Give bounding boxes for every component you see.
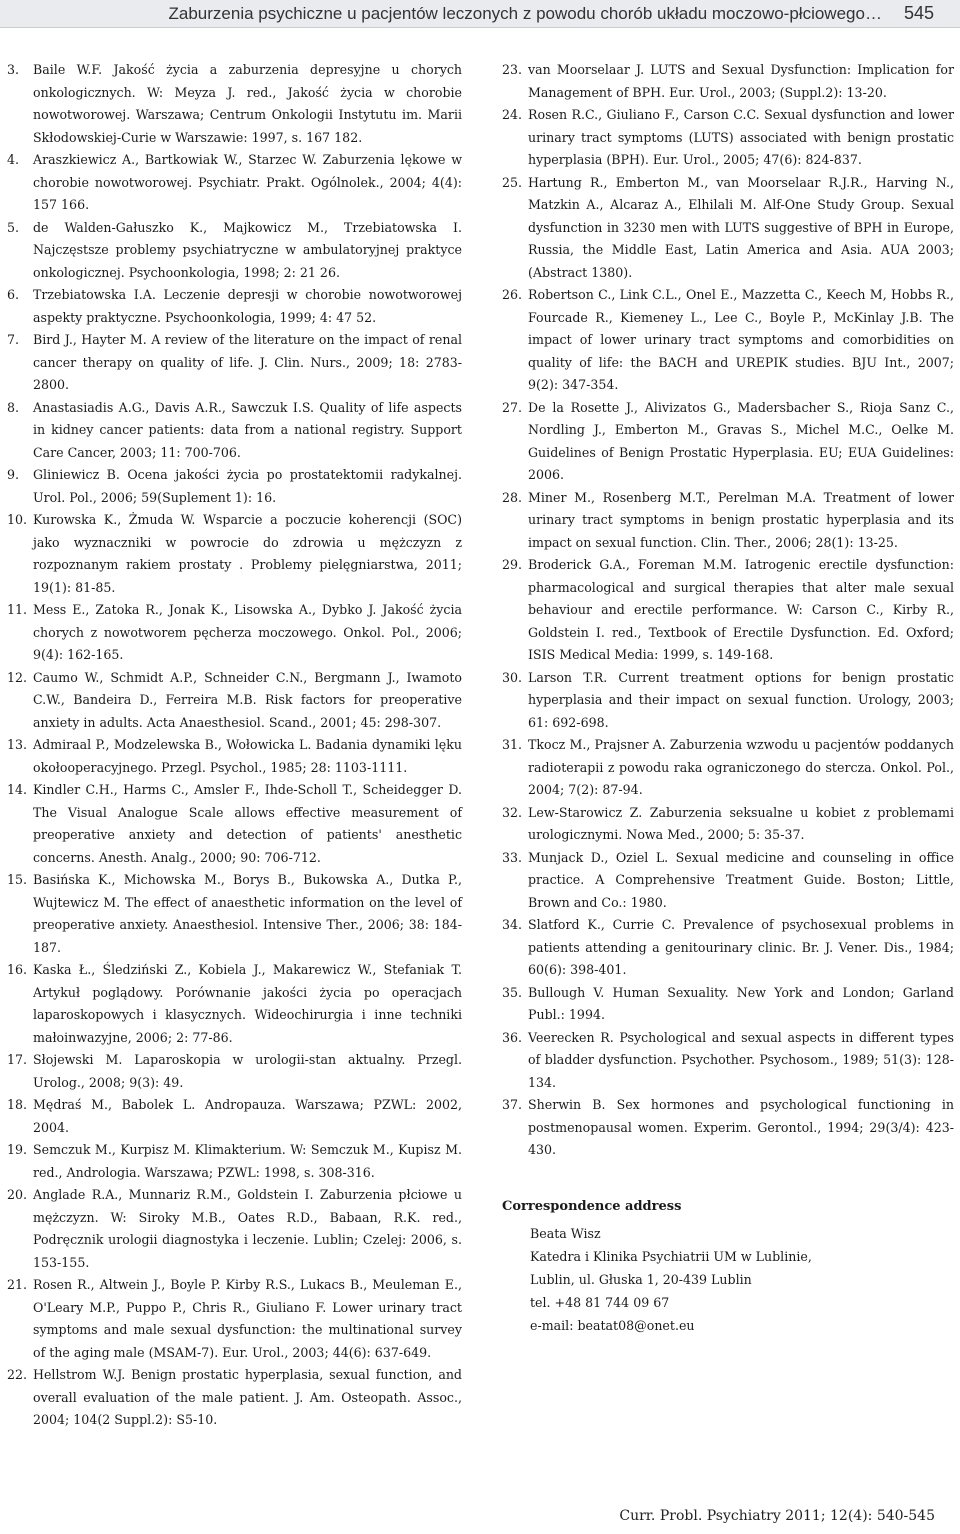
reference-text: Slatford K., Currie C. Prevalence of psychosexual problems in patients attending a genitourinary clinic. Br. J. Vener. Dis., 1984; 60(6): 398-401. — [528, 917, 954, 977]
reference-text: Gliniewicz B. Ocena jakości życia po prostatektomii radykalnej. Urol. Pol., 2006; 59(Suplement 1): 16. — [33, 467, 462, 505]
reference-number: 16. — [7, 962, 28, 977]
reference-text: Miner M., Rosenberg M.T., Perelman M.A. Treatment of lower urinary tract symptoms in benign prostatic hyperplasia and its impact on sexual function. Clin. Ther., 2006; 28(1): 13-25. — [528, 489, 954, 550]
reference-text: Mess E., Zatoka R., Jonak K., Lisowska A., Dybko J. Jakość życia chorych z nowotworem pęcherza moczowego. Onkol. Pol., 2006; 9(4): 162-165. — [33, 602, 462, 662]
reference-number: 4. — [7, 152, 20, 167]
reference-number: 35. — [502, 984, 523, 1000]
reference-number: 26. — [502, 287, 523, 302]
reference-number: 10. — [7, 512, 28, 527]
reference-text: Admiraal P., Modzelewska B., Wołowicka L. Badania dynamiki lęku okołooperacyjnego. Przegl. Psychol., 1985; 28: 1103-1111. — [33, 737, 462, 775]
reference-entry — [502, 1027, 954, 1095]
reference-entry — [7, 667, 462, 735]
reference-number: 19. — [7, 1142, 28, 1157]
reference-number: 32. — [502, 804, 523, 820]
reference-text: Baile W.F. Jakość życia a zaburzenia depresyjne u chorych onkologicznych. W: Meyza J. red., Jakość życia w chorobie nowotworowej. Warszawa; Centrum Onkologii Instytutu im. Marii Skłodowskiej-Curie w Warszawie: 1997, s. 167 182. — [33, 62, 462, 145]
page-number: 545 — [903, 3, 934, 23]
reference-number: 22. — [7, 1367, 28, 1382]
reference-entry — [502, 172, 954, 285]
reference-entry — [502, 802, 954, 847]
reference-text: Robertson C., Link C.L., Onel E., Mazzetta C., Keech M, Hobbs R., Fourcade R., Kiemeney L., Lee C., Boyle P., McKinlay J.B. The impact of lower urinary tract symptoms and comorbidities on quality of life: the BACH and UREPIK studies. BJU Int., 2007; 9(2): 347-354. — [528, 287, 954, 392]
correspondence-name: Beata Wisz — [530, 1226, 601, 1241]
reference-number: 18. — [7, 1097, 28, 1112]
reference-number: 7. — [7, 332, 20, 347]
reference-entry — [7, 959, 462, 1049]
reference-text: van Moorselaar J. LUTS and Sexual Dysfunction: Implication for Management of BPH. Eur. Urol., 2003; (Suppl.2): 13-20. — [528, 62, 954, 100]
reference-number: 12. — [7, 669, 28, 685]
reference-text: Broderick G.A., Foreman M.M. Iatrogenic erectile dysfunction: pharmacological and surgical therapies that alter male sexual behaviour and erectile performance. W: Carson C., Kirby R., Goldstein I. red., Textbook of Erectile Dysfunction. Ed. Oxford; ISIS Medical Media: 1999, s. 149-168. — [528, 557, 954, 662]
reference-entry — [7, 1364, 462, 1432]
reference-entry — [7, 1274, 462, 1364]
reference-number: 25. — [502, 174, 523, 190]
reference-entry — [7, 59, 462, 149]
reference-text: Sherwin B. Sex hormones and psychological functioning in postmenopausal women. Experim. Gerontol., 1994; 29(3/4): 423-430. — [528, 1097, 954, 1157]
reference-text: Veerecken R. Psychological and sexual aspects in different types of bladder dysfunction. Psychother. Psychosom., 1989; 51(3): 128-134. — [528, 1029, 954, 1090]
reference-entry — [7, 149, 462, 217]
reference-text: Słojewski M. Laparoskopia w urologii-stan aktualny. Przegl. Urolog., 2008; 9(3): 49. — [33, 1052, 462, 1090]
correspondence-street: Lublin, ul. Głuska 1, 20-439 Lublin — [530, 1272, 752, 1287]
reference-text: De la Rosette J., Alivizatos G., Madersbacher S., Rioja Sanz C., Nordling J., Emberton M., Gravas S., Michel M.C., Oelke M. Guidelines of Benign Prostatic Hyperplasia. EU; EUA Guidelines: 2006. — [528, 399, 954, 482]
references-right-list — [502, 59, 954, 1162]
reference-number: 5. — [7, 219, 20, 235]
reference-entry — [7, 464, 462, 509]
reference-number: 30. — [502, 669, 523, 685]
reference-number: 29. — [502, 557, 523, 572]
reference-entry — [7, 284, 462, 329]
correspondence-phone: tel. +48 81 744 09 67 — [530, 1295, 670, 1310]
reference-entry — [502, 104, 954, 172]
reference-number: 27. — [502, 399, 523, 415]
correspondence-address — [502, 1222, 954, 1337]
running-header — [0, 0, 960, 28]
references-left-column — [7, 59, 462, 1432]
correspondence-email: e-mail: beatat08@onet.eu — [530, 1318, 695, 1333]
reference-text: Munjack D., Oziel L. Sexual medicine and counseling in office practice. A Comprehensive Treatment Guide. Boston; Little, Brown and Co.: 1980. — [528, 849, 954, 910]
reference-entry — [7, 1094, 462, 1139]
reference-entry — [502, 397, 954, 487]
journal-citation: Curr. Probl. Psychiatry 2011; 12(4): 540-545 — [619, 1508, 935, 1524]
reference-text: Rosen R., Altwein J., Boyle P. Kirby R.S., Lukacs B., Meuleman E., O'Leary M.P., Puppo P., Chris R., Giuliano F. Lower urinary tract symptoms and male sexual dysfunction: the multinational survey of the aging male (MSAM-7). Eur. Urol., 2003; 44(6): 637-649. — [33, 1277, 462, 1360]
reference-text: Lew-Starowicz Z. Zaburzenia seksualne u kobiet z problemami urologicznymi. Nowa Med., 2000; 5: 35-37. — [528, 804, 954, 842]
reference-entry — [7, 217, 462, 285]
reference-number: 3. — [7, 62, 20, 77]
reference-text: Kindler C.H., Harms C., Amsler F., Ihde-Scholl T., Scheidegger D. The Visual Analogue Scale allows effective measurement of preoperative anxiety and detection of patients' anesthetic concerns. Anesth. Analg., 2000; 90: 706-712. — [33, 782, 462, 865]
reference-number: 14. — [7, 782, 28, 797]
reference-number: 11. — [7, 602, 28, 617]
reference-text: Araszkiewicz A., Bartkowiak W., Starzec W. Zaburzenia lękowe w chorobie nowotworowej. Psychiatr. Prakt. Ogólnolek., 2004; 4(4): 157 166. — [33, 152, 462, 212]
references-right-column — [502, 59, 954, 1337]
reference-text: Hellstrom W.J. Benign prostatic hyperplasia, sexual function, and overall evaluation of the male patient. J. Am. Osteopath. Assoc., 2004; 104(2 Suppl.2): S5-10. — [33, 1367, 462, 1427]
reference-text: Anastasiadis A.G., Davis A.R., Sawczuk I.S. Quality of life aspects in kidney cancer patients: data from a national registry. Support Care Cancer, 2003; 11: 700-706. — [33, 399, 462, 460]
reference-entry — [7, 1184, 462, 1274]
reference-number: 9. — [7, 467, 20, 482]
reference-text: Caumo W., Schmidt A.P., Schneider C.N., Bergmann J., Iwamoto C.W., Bandeira D., Ferreira M.B. Risk factors for preoperative anxiety in adults. Acta Anaesthesiol. Scand., 2001; 45: 298-307. — [33, 669, 462, 730]
reference-text: Bullough V. Human Sexuality. New York and London; Garland Publ.: 1994. — [528, 984, 954, 1022]
reference-number: 23. — [502, 62, 523, 77]
reference-entry — [502, 734, 954, 802]
reference-number: 36. — [502, 1029, 523, 1045]
reference-entry — [7, 599, 462, 667]
reference-entry — [502, 914, 954, 982]
reference-entry — [7, 869, 462, 959]
reference-number: 21. — [7, 1277, 28, 1292]
reference-text: Mędraś M., Babolek L. Andropauza. Warszawa; PZWL: 2002, 2004. — [33, 1097, 462, 1135]
reference-number: 24. — [502, 107, 523, 122]
running-title: Zaburzenia psychiczne u pacjentów leczonych z powodu chorób układu moczowo-płciowego… — [168, 3, 882, 23]
reference-text: Tkocz M., Prajsner A. Zaburzenia wzwodu u pacjentów poddanych radioterapii z powodu raka ograniczonego do stercza. Onkol. Pol., 2004; 7(2): 87-94. — [528, 737, 954, 797]
reference-entry — [502, 847, 954, 915]
reference-text: Anglade R.A., Munnariz R.M., Goldstein I. Zaburzenia płciowe u mężczyzn. W: Siroky M.B., Oates R.D., Babaan, R.K. red., Podręcznik urologii diagnostyka i leczenie. Lublin; Czelej: 2006, s. 153-155. — [33, 1187, 462, 1270]
reference-number: 33. — [502, 849, 523, 865]
reference-entry — [502, 982, 954, 1027]
reference-text: Larson T.R. Current treatment options for benign prostatic hyperplasia and their impact on sexual function. Urology, 2003; 61: 692-698. — [528, 669, 954, 730]
reference-entry — [502, 1094, 954, 1162]
reference-number: 34. — [502, 917, 523, 932]
reference-entry — [502, 487, 954, 555]
reference-text: Bird J., Hayter M. A review of the literature on the impact of renal cancer therapy on quality of life. J. Clin. Nurs., 2009; 18: 2783-2800. — [33, 332, 462, 392]
reference-text: Trzebiatowska I.A. Leczenie depresji w chorobie nowotworowej aspekty praktyczne. Psychoonkologia, 1999; 4: 47 52. — [33, 287, 462, 325]
reference-number: 28. — [502, 489, 523, 505]
correspondence-institution: Katedra i Klinika Psychiatrii UM w Lublinie, — [530, 1249, 812, 1264]
reference-text: Semczuk M., Kurpisz M. Klimakterium. W: Semczuk M., Kupisz M. red., Andrologia. Warszawa; PZWL: 1998, s. 308-316. — [33, 1142, 462, 1180]
correspondence-heading: Correspondence address — [502, 1198, 682, 1214]
reference-entry — [7, 509, 462, 599]
reference-entry — [7, 1049, 462, 1094]
reference-entry — [502, 667, 954, 735]
reference-number: 13. — [7, 737, 28, 752]
reference-number: 20. — [7, 1187, 28, 1202]
reference-entry — [7, 734, 462, 779]
reference-text: Rosen R.C., Giuliano F., Carson C.C. Sexual dysfunction and lower urinary tract symptoms (LUTS) associated with benign prostatic hyperplasia (BPH). Eur. Urol., 2005; 47(6): 824-837. — [528, 107, 954, 167]
reference-text: de Walden-Gałuszko K., Majkowicz M., Trzebiatowska I. Najczęstsze problemy psychiatryczne w ambulatoryjnej praktyce onkologicznej. Psychoonkologia, 1998; 2: 21 26. — [33, 219, 462, 280]
reference-number: 37. — [502, 1097, 523, 1112]
reference-entry — [7, 779, 462, 869]
reference-entry — [502, 284, 954, 397]
reference-text: Kaska Ł., Śledziński Z., Kobiela J., Makarewicz W., Stefaniak T. Artykuł poglądowy. Porównanie jakości życia po operacjach laparoskopowych i klasycznych. Wideochirurgia i inne techniki małoinwazyjne, 2006; 2: 77-86. — [33, 962, 462, 1045]
reference-entry — [7, 1139, 462, 1184]
reference-entry — [502, 554, 954, 667]
reference-number: 15. — [7, 872, 28, 887]
reference-number: 17. — [7, 1052, 28, 1067]
reference-number: 6. — [7, 287, 20, 302]
reference-entry — [7, 329, 462, 397]
reference-number: 8. — [7, 399, 20, 415]
reference-text: Basińska K., Michowska M., Borys B., Bukowska A., Dutka P., Wujtewicz M. The effect of anaesthetic information on the level of preoperative anxiety. Anaesthesiol. Intensive Ther., 2006; 38: 184-187. — [33, 872, 462, 955]
reference-number: 31. — [502, 737, 523, 752]
reference-entry — [7, 397, 462, 465]
reference-entry — [502, 59, 954, 104]
reference-text: Kurowska K., Żmuda W. Wsparcie a poczucie koherencji (SOC) jako wyznaczniki w powrocie do zdrowia u mężczyzn z rozpoznanym rakiem prostaty . Problemy pielęgniarstwa, 2011; 19(1): 81-85. — [33, 512, 462, 595]
reference-text: Hartung R., Emberton M., van Moorselaar R.J.R., Harving N., Matzkin A., Alcaraz A., Elhilali M. Alf-One Study Group. Sexual dysfunction in 3230 men with LUTS suggestive of BPH in Europe, Russia, the Middle East, Latin America and Asia. AUA 2003; (Abstract 1380). — [528, 174, 954, 280]
